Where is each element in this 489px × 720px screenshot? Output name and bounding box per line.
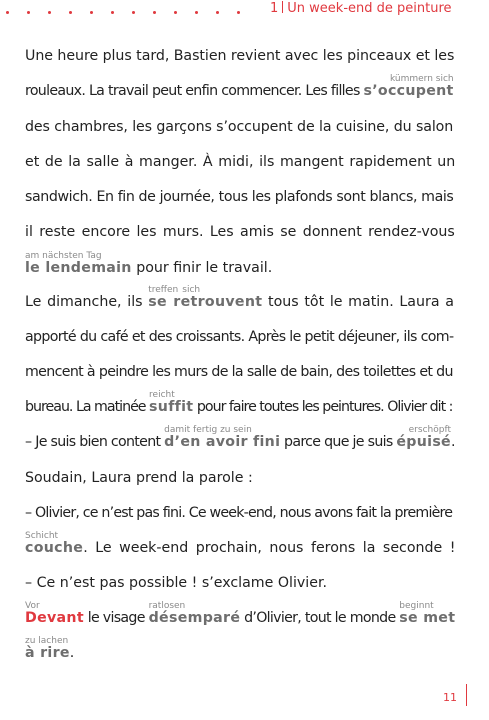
- vocab-word: d’en avoir fini damit fertig zu sein: [164, 425, 281, 450]
- text-line: [25, 390, 453, 415]
- decorative-dot: [27, 11, 30, 14]
- text-line: [25, 119, 453, 135]
- text-line: [25, 505, 452, 521]
- text-run: .: [69, 645, 75, 661]
- text-run: pour finir le travail.: [131, 260, 273, 276]
- text-line: [25, 189, 453, 205]
- vocab-word: couche Schicht: [25, 531, 84, 556]
- text-run: mencent à peindre les murs de la salle de bain, des toilettes et du: [25, 364, 453, 380]
- vocab-gloss: am nächsten Tag: [25, 251, 102, 261]
- vocab-word: Devant Vor: [25, 601, 84, 626]
- text-line: [25, 74, 454, 99]
- text-line: [25, 601, 456, 626]
- text-line: [25, 470, 253, 486]
- header-divider: [282, 1, 283, 13]
- vocab-word: à rire zu lachen: [25, 636, 70, 661]
- chapter-title: Un week-end de peinture: [287, 1, 452, 16]
- vocab-gloss: Vor: [25, 601, 40, 611]
- text-line: [25, 575, 327, 591]
- vocab-gloss: reicht: [149, 390, 175, 400]
- vocab-gloss: erschöpft: [408, 425, 451, 435]
- vocab-word: se met beginnt: [399, 601, 456, 626]
- text-run: tous tôt le matin. Laura a: [262, 294, 454, 310]
- text-run: Soudain, Laura prend la parole :: [25, 470, 253, 486]
- running-header: [270, 1, 452, 16]
- vocab-gloss: damit fertig zu sein: [164, 425, 252, 435]
- text-line: [25, 251, 273, 276]
- vocab-word: s’occupent kümmern sich: [363, 74, 454, 99]
- text-line: [25, 285, 454, 310]
- footer-rule: [466, 684, 467, 706]
- text-run: rouleaux. La travail peut enfin commencer. Les filles: [25, 83, 364, 99]
- text-run: le visage: [83, 610, 149, 626]
- decorative-dot: [174, 11, 177, 14]
- text-run: parce que je suis: [280, 434, 397, 450]
- text-run: Une heure plus tard, Bastien revient avec les pinceaux et les: [25, 48, 455, 64]
- decorative-dot: [69, 11, 72, 14]
- decorative-dot: [237, 11, 240, 14]
- vocab-gloss: ratlosen: [148, 601, 186, 611]
- text-run: bureau. La matinée: [25, 399, 150, 415]
- decorative-dot: [6, 11, 9, 14]
- decorative-dot: [216, 11, 219, 14]
- vocab-word: suffit reicht: [149, 390, 194, 415]
- text-line: [25, 48, 454, 64]
- decorative-dot: [132, 11, 135, 14]
- text-run: d’Olivier, tout le monde: [240, 610, 400, 626]
- vocab-gloss: beginnt: [399, 601, 434, 611]
- text-line: [25, 636, 75, 661]
- text-run: Le dimanche, ils: [25, 294, 149, 310]
- chapter-number: 1: [270, 1, 279, 16]
- vocab-gloss: kümmern sich: [389, 74, 454, 84]
- text-line: [25, 224, 455, 240]
- text-run: apporté du café et des croissants. Après le petit déjeuner, ils com-: [25, 329, 454, 345]
- vocab-word: épuisé erschöpft: [396, 425, 451, 450]
- decorative-dot: [195, 11, 198, 14]
- text-line: [25, 154, 455, 170]
- text-run: sandwich. En fin de journée, tous les plafonds sont blancs, mais: [25, 189, 454, 205]
- text-line: [25, 531, 456, 556]
- decorative-dot: [90, 11, 93, 14]
- text-run: pour faire toutes les peintures. Olivier dit :: [193, 399, 453, 415]
- vocab-word: se retrouvent treffen sich: [148, 285, 263, 310]
- page-number: 11: [443, 691, 457, 704]
- decorative-dot: [111, 11, 114, 14]
- vocab-word: désemparé ratlosen: [148, 601, 241, 626]
- text-run: – Je suis bien content: [25, 434, 165, 450]
- text-run: .: [450, 434, 455, 450]
- text-line: [25, 329, 453, 345]
- text-line: [25, 425, 455, 450]
- text-run: des chambres, les garçons s’occupent de la cuisine, du salon: [25, 119, 454, 135]
- vocab-word: le lendemain am nächsten Tag: [25, 251, 132, 276]
- text-run: – Olivier, ce n’est pas fini. Ce week-end, nous avons fait la première: [25, 505, 453, 521]
- text-line: [25, 364, 453, 380]
- vocab-gloss: zu lachen: [25, 636, 69, 646]
- vocab-gloss: Schicht: [25, 531, 59, 541]
- decorative-dot: [48, 11, 51, 14]
- vocab-gloss: treffen sich: [148, 285, 201, 295]
- text-run: – Ce n’est pas possible ! s’exclame Olivier.: [25, 575, 328, 591]
- decorative-dot: [153, 11, 156, 14]
- text-run: et de la salle à manger. À midi, ils mangent rapidement un: [25, 154, 456, 170]
- text-run: il reste encore les murs. Les amis se donnent rendez-vous: [25, 224, 455, 240]
- text-run: . Le week-end prochain, nous ferons la seconde !: [83, 540, 456, 556]
